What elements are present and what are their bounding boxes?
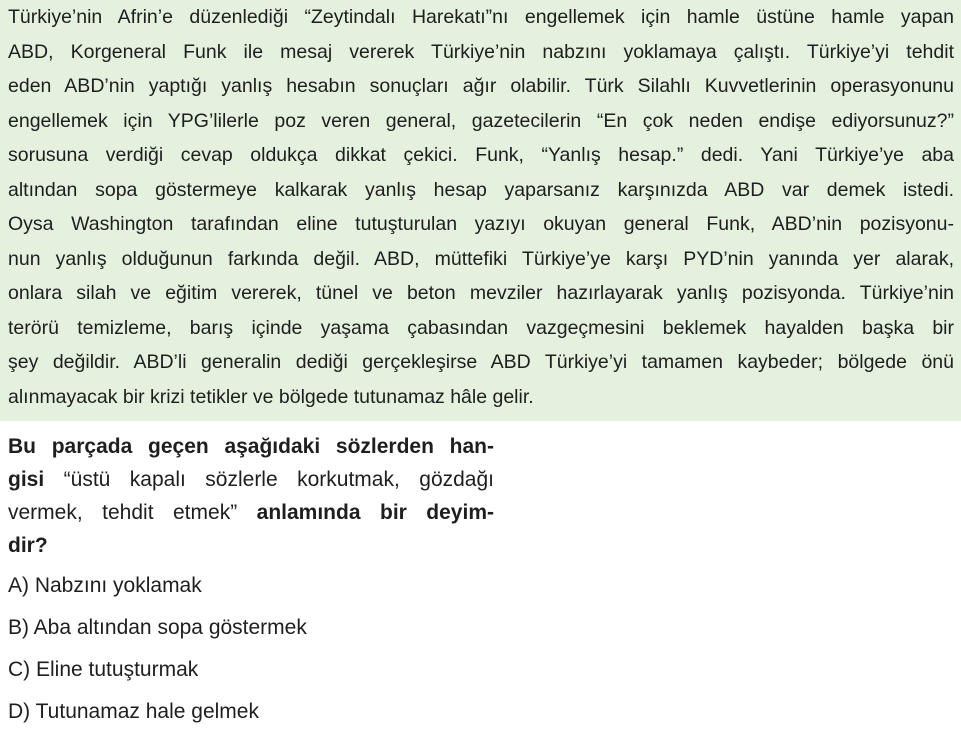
question-line-3 (8, 496, 494, 529)
question-line-1 (8, 430, 494, 463)
passage-line: şey değildir. ABD’li generalin dediği gerçekleşirse ABD Türkiye’yi tamamen kaybeder; bölgede önü (8, 351, 954, 373)
option-a[interactable] (8, 566, 202, 606)
option-d[interactable] (8, 692, 259, 732)
option-text: Tutunamaz hale gelmek (30, 700, 259, 723)
option-c[interactable] (8, 650, 198, 690)
passage-line: alınmayacak bir krizi tetikler ve bölgede tutunamaz hâle gelir. (8, 385, 534, 408)
passage-line: eden ABD’nin yaptığı yanlış hesabın sonuçları ağır olabilir. Türk Silahlı Kuvvetlerinin operasyonunu (8, 75, 954, 97)
question-text: vermek, tehdit etmek” (8, 501, 257, 524)
passage-line: nun yanlış olduğunun farkında değil. ABD, müttefiki Türkiye’ye karşı PYD’nin yanında yer alarak, (8, 247, 954, 270)
option-letter: B) (8, 616, 29, 639)
question-bold-text: gisi (8, 468, 45, 491)
question-bold-text: dir? (8, 534, 48, 557)
passage-line: altından sopa göstermeye kalkarak yanlış hesap yaparsanız karşınızda ABD var demek istedi. (8, 178, 954, 201)
option-text: Aba altından sopa göstermek (29, 616, 307, 639)
option-text: Eline tutuşturmak (30, 658, 199, 681)
option-text: Nabzını yoklamak (29, 574, 202, 597)
question-line-2 (8, 463, 494, 496)
question-text: “üstü kapalı sözlerle korkutmak, gözdağı (44, 468, 494, 491)
question-bold-text: anlamında bir deyim- (256, 501, 494, 524)
question-line-4 (8, 529, 494, 562)
passage-line: sorusuna verdiği cevap oldukça dikkat çekici. Funk, “Yanlış hesap.” dedi. Yani Türkiye’ye aba (8, 144, 954, 166)
passage-line: onlara silah ve eğitim vererek, tünel ve beton mevziler hazırlayarak yanlış pozisyonda. Türkiye’nin (8, 282, 954, 304)
passage-line: Türkiye’nin Afrin’e düzenlediği “Zeytindalı Harekatı”nı engellemek için hamle üstüne hamle yapan (8, 6, 954, 28)
option-letter: D) (8, 700, 31, 723)
passage-line: Oysa Washington tarafından eline tutuşturulan yazıyı okuyan general Funk, ABD’nin pozisyonu- (8, 213, 954, 235)
passage-line: terörü temizleme, barış içinde yaşama çabasından vazgeçmesini beklemek hayalden başka bir (8, 316, 954, 339)
option-letter: A) (8, 574, 29, 597)
passage-line: ABD, Korgeneral Funk ile mesaj vererek Türkiye’nin nabzını yoklamaya çalıştı. Türkiye’yi tehdit (8, 40, 954, 63)
option-b[interactable] (8, 608, 307, 648)
question-bold-text: Bu parçada geçen aşağıdaki sözlerden han- (8, 435, 494, 458)
question-stem (8, 430, 494, 562)
option-letter: C) (8, 658, 31, 681)
passage-line: engellemek için YPG’lilerle poz veren general, gazetecilerin “En çok neden endişe ediyorsunuz?” (8, 109, 954, 132)
